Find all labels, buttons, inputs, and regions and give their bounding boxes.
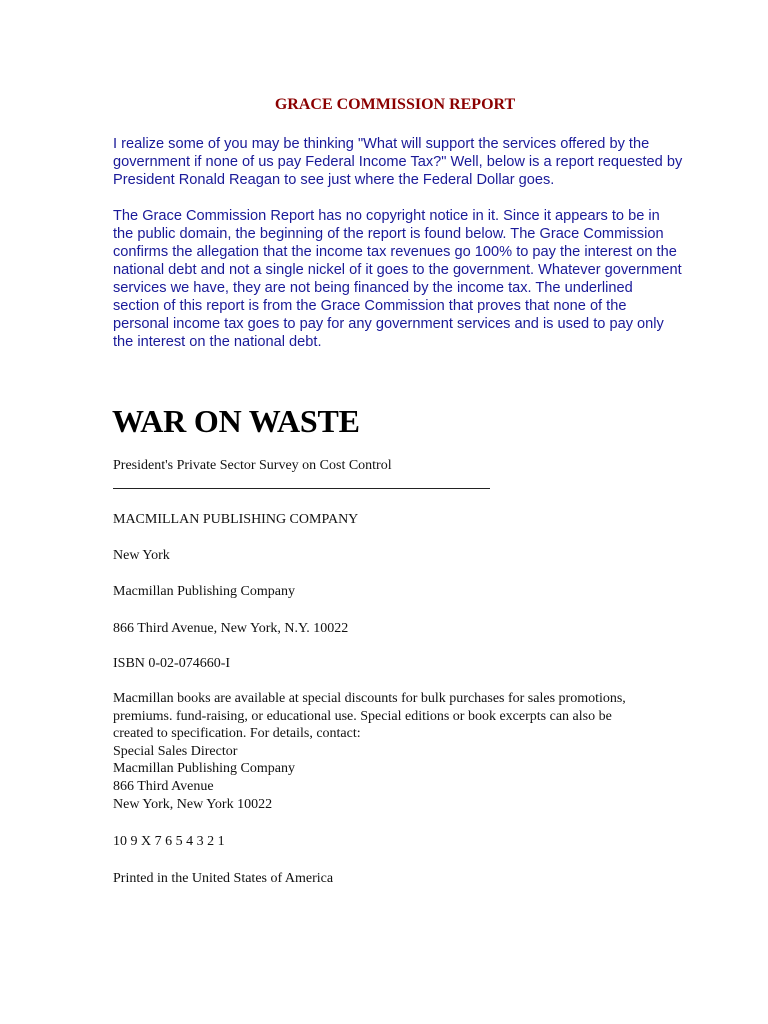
book-heading: WAR ON WASTE: [112, 403, 360, 439]
publisher-name: MACMILLAN PUBLISHING COMPANY: [113, 512, 359, 527]
details-line: created to specification. For details, contact:: [113, 726, 361, 742]
report-title: GRACE COMMISSION REPORT: [274, 96, 516, 113]
publisher-city: New York: [113, 548, 170, 563]
details-line: Macmillan books are available at special discounts for bulk purchases for sales promotions,: [113, 691, 626, 706]
details-line: premiums. fund-raising, or educational use. Special editions or book excerpts can also be: [113, 708, 612, 724]
details-line: 866 Third Avenue: [113, 778, 214, 794]
sales-details: [113, 690, 673, 813]
details-line: Macmillan Publishing Company: [113, 761, 295, 777]
printed-in: Printed in the United States of America: [113, 871, 334, 886]
publisher-address: 866 Third Avenue, New York, N.Y. 10022: [113, 621, 349, 636]
details-line: Special Sales Director: [113, 743, 238, 759]
book-subtitle: President's Private Sector Survey on Cost Control: [113, 458, 392, 473]
intro-paragraph-1: I realize some of you may be thinking "What will support the services offered by the government if none of us pay Federal Income Tax?" Well, below is a report requested by President Ronald Reagan to see just where the Federal Dollar goes.: [113, 136, 683, 188]
isbn-number: ISBN 0-02-074660-I: [113, 656, 231, 671]
horizontal-rule: [113, 488, 490, 489]
intro-paragraph-2: The Grace Commission Report has no copyright notice in it. Since it appears to be in the public domain, the beginning of the report is found below. The Grace Commission confirms the allegation that the income tax revenues go 100% to pay the interest on the national debt and not a single nickel of it goes to the government. Whatever government services we have, they are not being financed by the income tax. The underlined section of this report is from the Grace Commission that proves that none of the personal income tax goes to pay for any government services and is used to pay only the interest on the national debt.: [113, 208, 682, 350]
publisher-company: Macmillan Publishing Company: [113, 584, 295, 599]
printing-line: 10 9 X 7 6 5 4 3 2 1: [113, 834, 225, 849]
details-line: New York, New York 10022: [113, 796, 273, 812]
